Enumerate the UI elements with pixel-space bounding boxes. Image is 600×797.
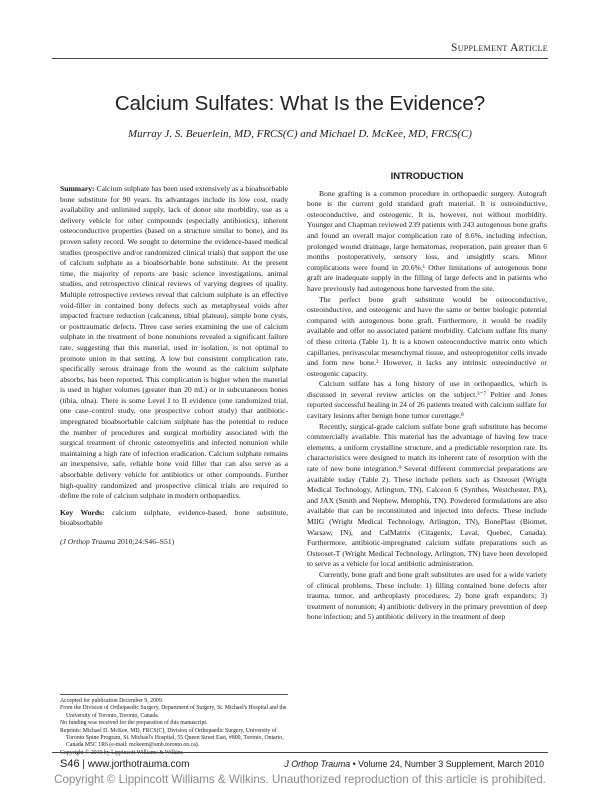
footer-right [284, 759, 544, 769]
footer-separator: | [82, 759, 88, 770]
header-rule [52, 58, 548, 59]
abstract-keywords [60, 508, 288, 529]
introduction-column [307, 172, 547, 623]
footnote-accepted: Accepted for publication December 9, 2009. [60, 698, 164, 704]
intro-paragraph: The perfect bone graft substitute would be osteoconductive, osteoinductive, and osteogenic and have the same or better biologic potential compared with autogenous bone graft. Furthermore, it would be readily available and offer no associated patient morbidity. Calcium sulfate fits many of these criteria (Table 1). It is a known osteoconductive matrix onto which capillaries, perivascular mesenchymal tissue, and osteoprogenitor cells invade and form new bone.² However, it lacks any intrinsic osteoinductive or osteogenic capacity. [307, 294, 547, 378]
page-number: S46 [60, 758, 80, 770]
summary-label: Summary: [60, 184, 95, 193]
abstract-column [60, 184, 288, 548]
footnote-reprints: Reprints: Michael D. McKee, MD, FRCS(C), Division of Orthopaedic Surgery, University of Toronto Spine Program, St. Michael's Hospital, 55 Queen Street East, #800, Toronto, Ontario, Canada M5C 1R6 (e-mail: mckeem@smh.toronto.on.ca). [60, 727, 284, 749]
copyright-notice: Copyright © Lippincott Williams & Wilkins. Unauthorized reproduction of this article is prohibited. [54, 773, 546, 786]
article-authors: Murray J. S. Beuerlein, MD, FRCS(C) and Michael D. McKee, MD, FRCS(C) [128, 128, 472, 140]
citation-journal: (J Orthop Trauma [60, 537, 116, 546]
footnote-copyright: Copyright © 2010 by Lippincott Williams & Wilkins [60, 749, 184, 756]
abstract-summary [60, 184, 288, 502]
footer-rule [52, 752, 548, 753]
intro-paragraph: Currently, bone graft and bone graft substitutes are used for a wide variety of clinical problems. These include: 1) filling contained bone defects after trauma, tumor, and arthroplasty procedures; 2) bone graft expanders; 3) treatment of nonunion; 4) antibiotic delivery in the primary prevention of deep bone infection; and 5) antibiotic delivery in the treatment of deep [307, 569, 547, 622]
footer-issue-info: • Volume 24, Number 3 Supplement, March 2010 [352, 759, 544, 769]
section-label: Supplement Article [451, 42, 548, 54]
citation-details: 2010;24:S46–S51) [117, 537, 175, 546]
footer-journal-name: J Orthop Trauma [284, 759, 351, 769]
intro-paragraph: Calcium sulfate has a long history of use in orthopaedics, which is discussed in several review articles on the subject.³⁻⁷ Peltier and Jones reported successful healing in 24 of 26 patients treated with calcium sulfate for cavitary lesions after benign bone tumor curettage.⁸ [307, 379, 547, 421]
journal-website-link[interactable]: www.jorthotrauma.com [87, 759, 190, 770]
footnote-funding: No funding was received for the preparation of this manuscript. [60, 720, 208, 727]
abstract-citation [60, 537, 288, 548]
keywords-text: calcium sulphate, evidence-based, bone substitute, bioabsorbable [60, 507, 288, 528]
footer-left [60, 758, 189, 770]
intro-paragraph: Recently, surgical-grade calcium sulfate bone graft substitute has become commercially available. This material has the advantage of having few trace elements, a uniform crystalline structure, and a predictable resorption rate. Its characteristics were designed to match its inherent rate of resorption with the rate of new bone integration.⁹ Several different commercial preparations are available today (Table 2). These include pellets such as Osteoset (Wright Medical Technology, Arlington, TN), Calceon 6 (Synthes, Westchester, PA), and JAX (Smith and Nephew, Memphis, TN). Powdered formulations are also available that can be reconstituted and injected into defects. These include MIIG (Wright Medical Technology, Arlington, TN), BonePlast (Biomet, Warsaw, IN), and CalMatrix (Citagenix, Laval, Quebec, Canada). Furthermore, antibiotic-impregnated calcium sulfate preparations such as Osteoset-T (Wright Medical Technology, Arlington, TN) have been developed to serve as a vehicle for local antibiotic administration. [307, 421, 547, 569]
summary-text: Calcium sulphate has been used extensively as a bioabsorbable bone substitute for 90 years. Its advantages include its low cost, ready availability and unlimited supply, lack of donor site morbidity, use as a delivery vehicle for other compounds (especially antibiotics), inherent osteoconductive properties (based on a structure similar to bone), and its proven safety record. We sought to determine the evidence-based medical studies (prospective and/or randomized clinical trials) that support the use of calcium sulphate as a bioabsorbable bone substitute. At the present time, the majority of reports are basic science investigations, animal studies, and retrospective clinical reviews of varying degrees of quality. Multiple retrospective reviews reveal that calcium sulphate is an effective void-filler in contained bony defects such as metaphyseal voids after impacted fracture reduction (calcaneus, tibial plateau), simple bone cysts, or posttraumatic defects. Three case series examining the use of calcium sulphate in the treatment of bone nonunions revealed a significant failure rate, suggesting that this material, used in isolation, is not optimal to promote union in that setting. A low but consistent complication rate, specifically serous drainage from the wound as the calcium sulphate absorbs, has been reported. This complication is higher when the material is used in higher volumes (greater than 20 mL) or in subcutaneous bones (tibia, ulna). There is some Level I to II evidence (one randomized trial, one case–control study, one prospective cohort study) that antibiotic-impregnated bioabsorbable calcium sulphate has the potential to reduce the number of procedures and surgical morbidity associated with the surgical treatment of chronic osteomyelitis and infected nonunion while maintaining a high rate of infection eradication. Calcium sulphate remains an inexpensive, safe, reliable bone void filler that can also serve as a absorbable delivery vehicle for antibiotics or other compounds. Further high-quality randomized and prospective clinical trials are required to define the role of calcium sulphate in modern orthopaedics. [60, 184, 288, 501]
footnotes [60, 698, 292, 757]
article-title: Calcium Sulfates: What Is the Evidence? [114, 92, 486, 115]
footnote-rule [60, 694, 288, 695]
keywords-label: Key Words: [60, 507, 105, 517]
footnote-affiliation: From the Division of Orthopaedic Surgery, Department of Surgery, St. Michael's Hospital and the University of Toronto, Toronto, Canada. [60, 705, 287, 719]
introduction-heading: INTRODUCTION [390, 171, 464, 182]
intro-paragraph: Bone grafting is a common procedure in orthopaedic surgery. Autograft bone is the current gold standard graft material. It is osteoinductive, osteoconductive, and osteogenic. It is, however, not without morbidity. Younger and Chapman reviewed 239 patients with 243 autogenous bone grafts and found an overall major complication rate of 8.6%, including infection, prolonged wound drainage, large hematomas, reoperation, pain greater than 6 months postoperatively, sensory loss, and unsightly scars. Minor complications were found in 20.6%.¹ Other limitations of autogenous bone graft are inadequate supply in the filling of large defects and in patients who have previously had autogenous bone harvested from the site. [307, 188, 547, 293]
